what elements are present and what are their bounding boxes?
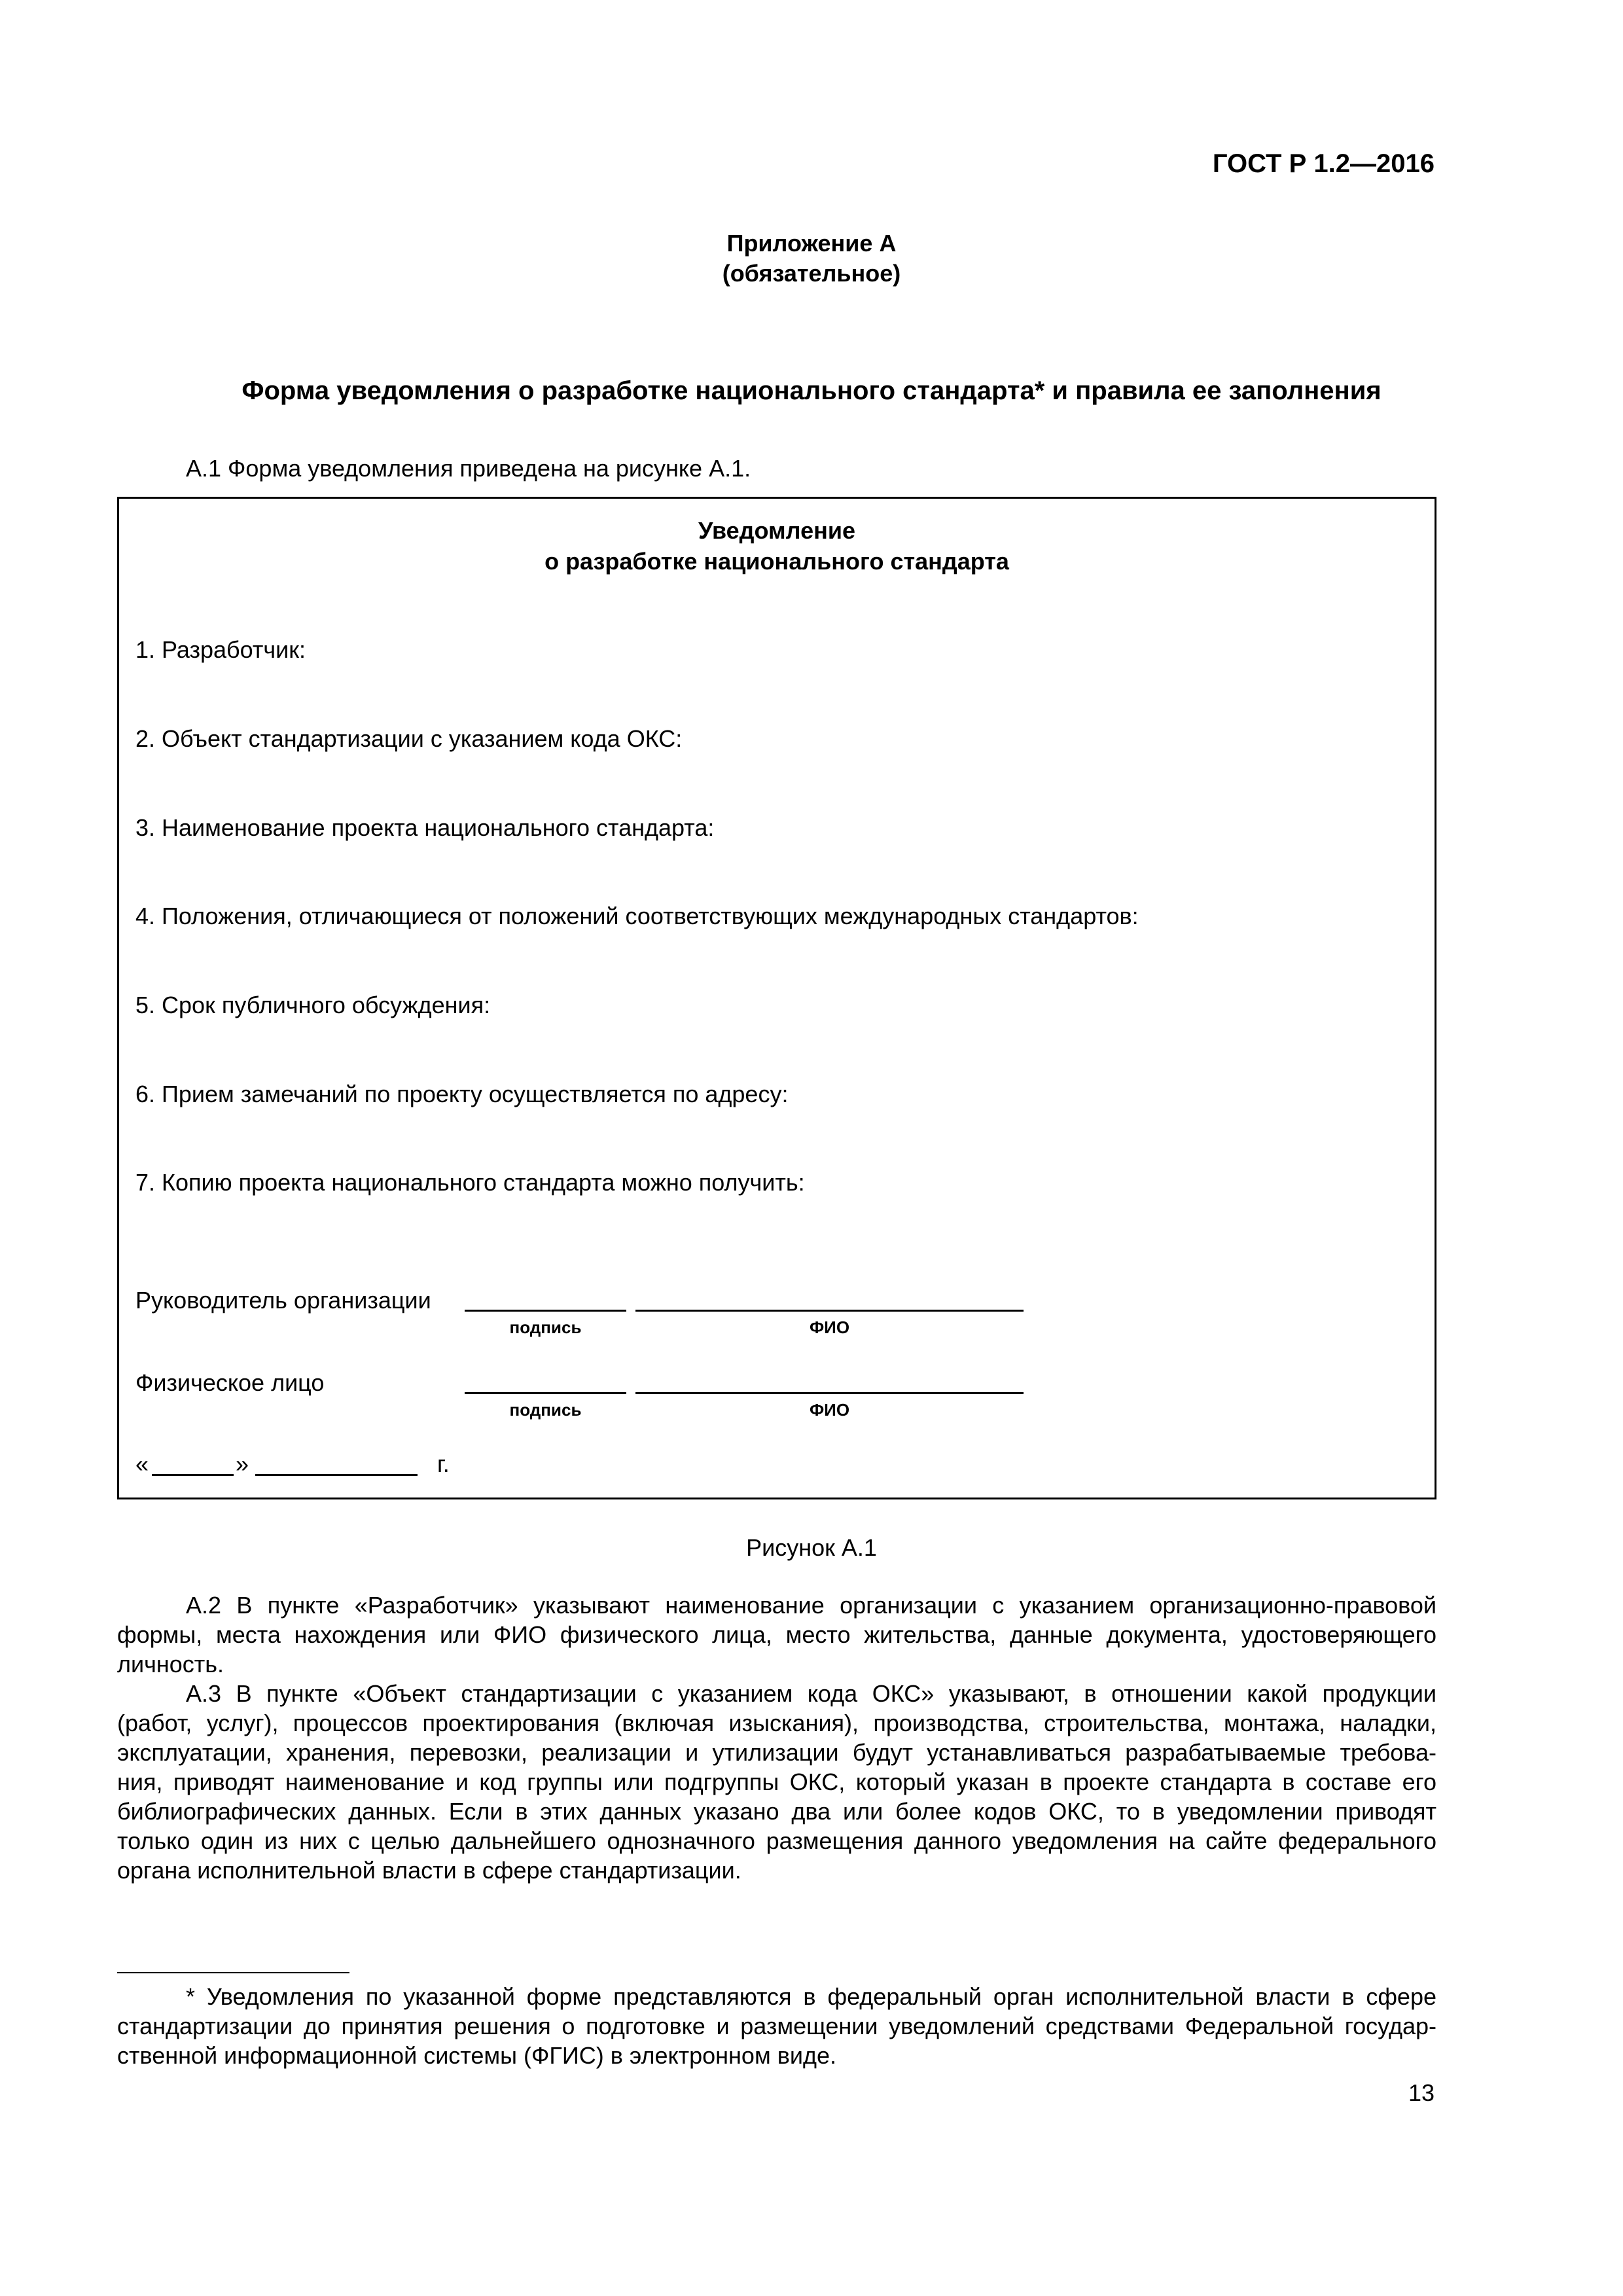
form-item-comments-address: 6. Прием замечаний по проекту осуществляется по адресу: [135,1081,789,1107]
paragraph-line: органа исполнительной власти в сфере стандартизации. [117,1857,741,1884]
page-number: 13 [1408,2079,1435,2106]
footnote-line: * Уведомления по указанной форме представляются в федеральный орган исполнительной власти в сфере [186,1983,1436,2010]
date-open-quote: « [135,1450,149,1477]
paragraph-line: эксплуатации, хранения, перевозки, реализации и утилизации будут устанавливаться разрабатываемые требова- [117,1739,1436,1766]
notification-form [117,497,1436,1499]
footnote-line: стандартизации до принятия решения о подготовке и размещении уведомлений средствами Федеральной государ- [117,2013,1436,2039]
date-year-suffix: г. [437,1450,450,1477]
signature-caption-head: подпись [509,1318,582,1337]
paragraph-line: формы, места нахождения или ФИО физического лица, место жительства, данные документа, удостоверяющего [117,1621,1436,1648]
signature-line-head [465,1310,626,1312]
figure-caption: Рисунок А.1 [746,1534,877,1561]
paragraph-line: ния, приводят наименование и код группы или подгруппы ОКС, который указан в проекте стандарта в составе его [117,1768,1436,1795]
appendix-status: (обязательное) [722,260,901,287]
form-item-copy-source: 7. Копию проекта национального стандарта можно получить: [135,1169,805,1196]
footnote [117,1982,1436,2070]
footnote-separator [117,1972,349,1973]
paragraph-line: только один из них с целью дальнейшего однозначного размещения данного уведомления на сайте федерального [117,1827,1436,1854]
footnote-line: ственной информационной системы (ФГИС) в электронном виде. [117,2042,836,2069]
name-caption-individual: ФИО [809,1400,850,1420]
form-item-developer: 1. Разработчик: [135,636,306,663]
date-month-line [255,1474,418,1476]
date-day-line [152,1474,234,1476]
signature-caption-individual: подпись [509,1400,582,1420]
section-title: Форма уведомления о разработке национального стандарта* и правила ее заполнения [241,376,1382,405]
signature-line-individual [465,1392,626,1394]
name-line-individual [635,1392,1024,1394]
form-item-project-name: 3. Наименование проекта национального стандарта: [135,814,715,841]
signature-label-head: Руководитель организации [135,1287,431,1314]
name-caption-head: ФИО [809,1318,850,1337]
document-code: ГОСТ Р 1.2—2016 [1212,149,1435,178]
paragraph-a2 [117,1590,1436,1679]
paragraph-line: А.3 В пункте «Объект стандартизации с указанием кода ОКС» указывают, в отношении какой продукции [186,1680,1436,1707]
paragraph-line: библиографических данных. Если в этих данных указано два или более кодов ОКС, то в уведомлении приводят [117,1798,1436,1825]
form-subtitle: о разработке национального стандарта [544,548,1009,575]
paragraph-line: личность. [117,1651,224,1677]
form-item-differences: 4. Положения, отличающиеся от положений соответствующих международных стандартов: [135,903,1139,929]
form-item-object: 2. Объект стандартизации с указанием кода ОКС: [135,725,683,752]
appendix-title: Приложение А [726,230,897,257]
name-line-head [635,1310,1024,1312]
signature-label-individual: Физическое лицо [135,1369,325,1396]
paragraph-line: А.2 В пункте «Разработчик» указывают наименование организации с указанием организационно-правовой [186,1592,1436,1619]
form-title: Уведомление [698,517,855,544]
date-close-quote: » [236,1450,249,1477]
intro-paragraph: А.1 Форма уведомления приведена на рисунке А.1. [186,455,751,482]
paragraph-line: (работ, услуг), процессов проектирования (включая изыскания), производства, строительства, монтажа, наладки, [117,1710,1436,1736]
paragraph-a3 [117,1679,1436,1885]
form-item-discussion-period: 5. Срок публичного обсуждения: [135,992,491,1018]
